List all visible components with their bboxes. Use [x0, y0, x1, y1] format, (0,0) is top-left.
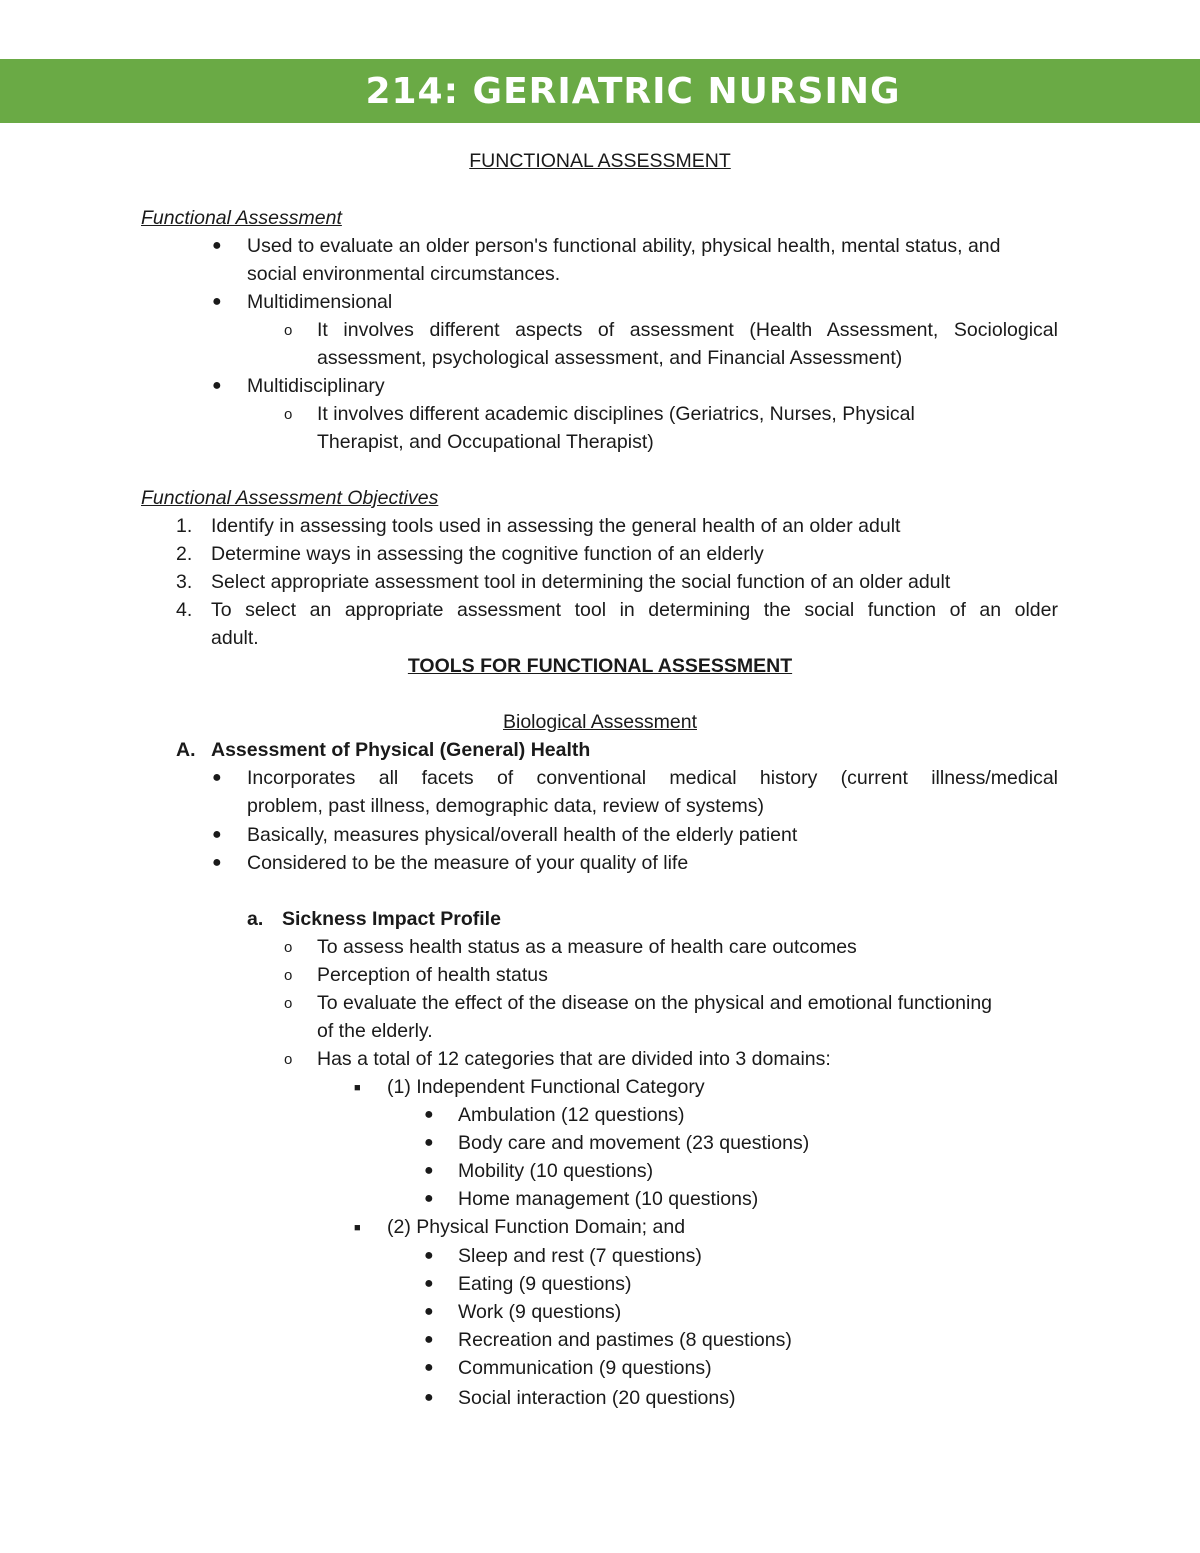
objective-text: Select appropriate assessment tool in determining the social function of an older adult: [211, 571, 951, 593]
objective-text: To select an appropriate assessment tool in determining the social function of an older: [211, 599, 1058, 621]
bullet-icon: ●: [212, 293, 222, 310]
section-a-letter: A.: [176, 739, 196, 761]
sip-item3-line2: of the elderly.: [317, 1020, 433, 1042]
main-title: FUNCTIONAL ASSESSMENT: [469, 150, 731, 172]
circle-bullet-icon: o: [284, 322, 293, 339]
bullet-icon: ●: [424, 1162, 434, 1179]
objective-number: 3.: [176, 571, 193, 593]
bullet-icon: ●: [212, 769, 222, 786]
domain1-item: Mobility (10 questions): [458, 1160, 654, 1182]
domain2-item: Eating (9 questions): [458, 1273, 632, 1295]
objective-text-cont: adult.: [211, 627, 259, 649]
circle-bullet-icon: o: [284, 1051, 293, 1068]
fa-bullet-used-line2: social environmental circumstances.: [247, 263, 561, 285]
domain2-item: Sleep and rest (7 questions): [458, 1245, 702, 1267]
square-bullet-icon: ■: [354, 1082, 361, 1094]
sip-item1: To assess health status as a measure of health care outcomes: [317, 936, 857, 958]
sip-item4: Has a total of 12 categories that are divided into 3 domains:: [317, 1048, 831, 1070]
multidisc-sub-line1: It involves different academic disciplines (Geriatrics, Nurses, Physical: [317, 403, 915, 425]
fa-bullet-multidimensional: Multidimensional: [247, 291, 393, 313]
objective-number: 1.: [176, 515, 193, 537]
bullet-icon: ●: [424, 1275, 434, 1292]
domain2-item: Recreation and pastimes (8 questions): [458, 1329, 792, 1351]
domain2-label: (2) Physical Function Domain; and: [387, 1216, 686, 1238]
multidisc-sub-line2: Therapist, and Occupational Therapist): [317, 431, 654, 453]
bullet-icon: ●: [424, 1190, 434, 1207]
circle-bullet-icon: o: [284, 939, 293, 956]
bullet-icon: ●: [424, 1331, 434, 1348]
fa-bullet-multidisciplinary: Multidisciplinary: [247, 375, 385, 397]
circle-bullet-icon: o: [284, 406, 293, 423]
bullet-icon: ●: [424, 1247, 434, 1264]
multidim-sub-line2: assessment, psychological assessment, and Financial Assessment): [317, 347, 903, 369]
sip-item2: Perception of health status: [317, 964, 548, 986]
bullet-icon: ●: [424, 1389, 434, 1406]
objective-number: 2.: [176, 543, 193, 565]
circle-bullet-icon: o: [284, 995, 293, 1012]
bullet-icon: ●: [212, 377, 222, 394]
fa-heading: Functional Assessment: [141, 207, 342, 229]
bullet-icon: ●: [424, 1134, 434, 1151]
domain2-item: Work (9 questions): [458, 1301, 622, 1323]
sip-item3-line1: To evaluate the effect of the disease on the physical and emotional functioning: [317, 992, 993, 1014]
bullet-icon: ●: [212, 826, 222, 843]
bullet-icon: ●: [424, 1359, 434, 1376]
objective-number: 4.: [176, 599, 193, 621]
domain2-item: Social interaction (20 questions): [458, 1387, 736, 1409]
domain1-item: Ambulation (12 questions): [458, 1104, 685, 1126]
domain1-item: Home management (10 questions): [458, 1188, 759, 1210]
circle-bullet-icon: o: [284, 967, 293, 984]
domain1-item: Body care and movement (23 questions): [458, 1132, 810, 1154]
sip-title: Sickness Impact Profile: [282, 908, 501, 930]
tools-title: TOOLS FOR FUNCTIONAL ASSESSMENT: [407, 655, 793, 677]
a-bullet1-line2: problem, past illness, demographic data, review of systems): [247, 795, 764, 817]
domain2-item: Communication (9 questions): [458, 1357, 712, 1379]
bullet-icon: ●: [212, 237, 222, 254]
square-bullet-icon: ■: [354, 1222, 361, 1234]
bullet-icon: ●: [424, 1106, 434, 1123]
a-bullet1-line1: Incorporates all facets of conventional medical history (current illness/medical: [247, 767, 1058, 789]
bullet-icon: ●: [424, 1303, 434, 1320]
multidim-sub-line1: It involves different aspects of assessment (Health Assessment, Sociological: [317, 319, 1058, 341]
objectives-heading: Functional Assessment Objectives: [141, 487, 439, 509]
a-bullet2: Basically, measures physical/overall health of the elderly patient: [247, 824, 798, 846]
objective-text: Identify in assessing tools used in assessing the general health of an older adult: [211, 515, 901, 537]
bullet-icon: ●: [212, 854, 222, 871]
course-title: 214: GERIATRIC NURSING: [365, 70, 901, 112]
fa-bullet-used-line1: Used to evaluate an older person's functional ability, physical health, mental status, and: [247, 235, 1001, 257]
bio-title: Biological Assessment: [502, 711, 697, 733]
objective-text: Determine ways in assessing the cognitive function of an elderly: [211, 543, 764, 565]
sip-letter: a.: [247, 908, 264, 930]
section-a-title: Assessment of Physical (General) Health: [211, 739, 591, 761]
domain1-label: (1) Independent Functional Category: [387, 1076, 705, 1098]
header-banner: [0, 59, 1200, 123]
a-bullet3: Considered to be the measure of your quality of life: [247, 852, 689, 874]
